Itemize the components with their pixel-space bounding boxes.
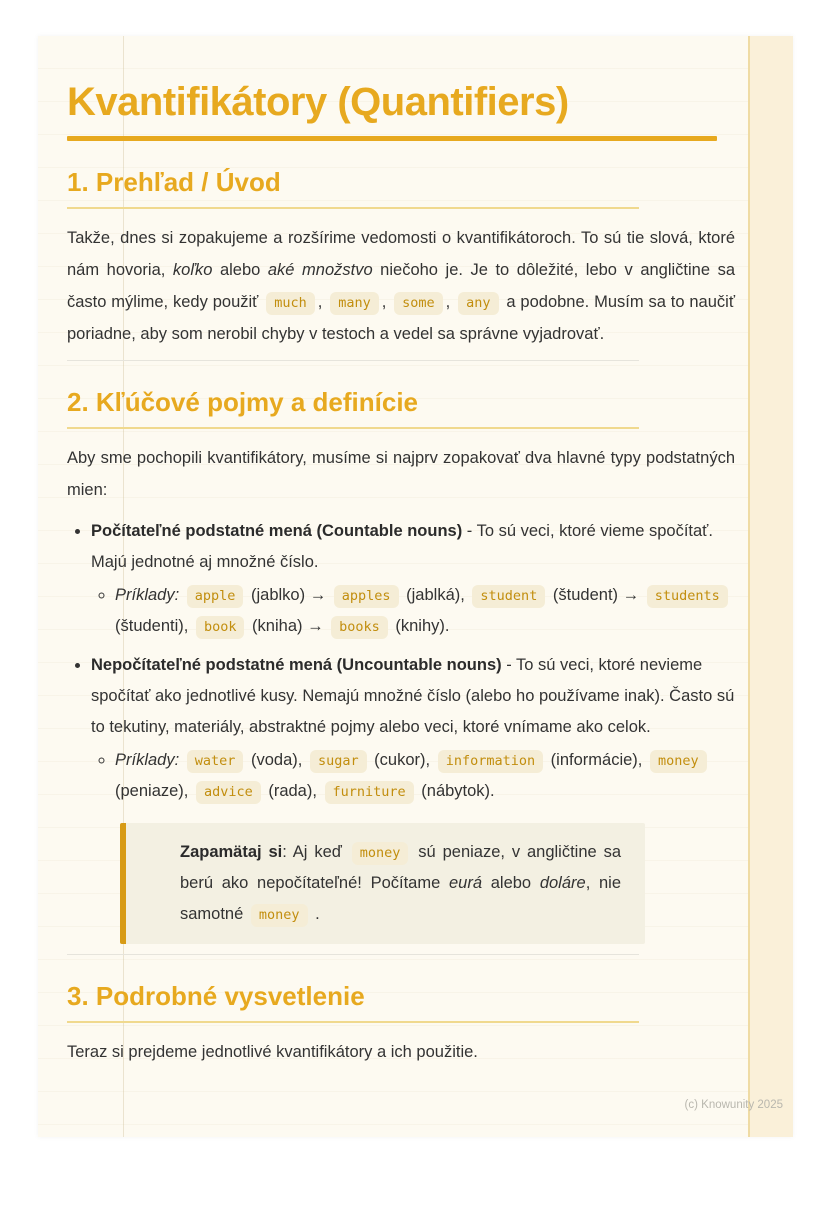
text-run: - To sú veci, ktoré vieme spočítať. Majú jednotné aj množné číslo. [91,522,713,571]
heading-rule [67,1021,639,1023]
text-run: , [317,293,328,311]
text-run: (kniha) → [247,617,329,635]
page-edge-strip [748,36,793,1137]
text-run: Teraz si prejdeme jednotlivé kvantifikátory a ich použitie. [67,1043,478,1061]
list-item [91,650,735,807]
bold-text: Počítateľné podstatné mená (Countable nouns) [91,522,463,540]
bold-text: Nepočítateľné podstatné mená (Uncountable nouns) [91,656,502,674]
paragraph [67,442,735,506]
text-run: Aby sme pochopili kvantifikátory, musíme si najprv zopakovať dva hlavné typy podstatných mien: [67,449,735,499]
text-run: , [381,293,392,311]
section-heading: 3. Podrobné vysvetlenie [67,981,365,1011]
italic-text: Príklady: [115,586,180,604]
code-chip: apples [334,585,399,608]
italic-text: koľko [172,261,213,279]
title-rule [67,136,717,141]
section-divider [67,360,639,361]
code-chip: sugar [310,750,367,773]
section-divider [67,954,639,955]
section-heading: 1. Prehľad / Úvod [67,167,281,197]
code-chip: book [196,616,245,639]
text-run [179,586,184,604]
code-chip: water [187,750,244,773]
text-run: (študent) → [548,586,644,604]
document-content [67,36,735,1068]
sub-list-item [115,745,735,807]
code-chip: apple [187,585,244,608]
bullet-list [67,516,735,807]
callout-box [120,823,645,944]
text-run: (rada), [263,782,322,800]
text-run: , [445,293,456,311]
text-run: (študenti), [115,617,193,635]
list-item [91,516,735,642]
section-heading: 2. Kľúčové pojmy a definície [67,387,419,417]
italic-text: doláre [539,874,586,892]
bold-text: Zapamätaj si [180,843,283,861]
paragraph [67,222,735,350]
italic-text: aké množstvo [267,261,373,279]
sections-container [67,167,735,1068]
text-run: , nie samotné [180,874,621,923]
code-chip: many [330,292,379,315]
code-chip: any [458,292,498,315]
sub-bullet-list [91,580,735,642]
text-run: (peniaze), [115,782,193,800]
text-run: - To sú veci, ktoré nevieme spočítať ako jednotlivé kusy. Nemajú množné číslo (alebo ho používame inak). Často sú to tekutiny, materiály, abstraktné pojmy alebo veci, ktoré vnímame ako celok. [91,656,735,736]
code-chip: information [438,750,543,773]
text-run: Takže, dnes si zopakujeme a rozšírime vedomosti o kvantifikátoroch. To sú tie slová, ktoré nám hovoria, [67,229,735,279]
code-chip: money [251,904,308,927]
text-run: alebo [482,874,540,892]
sub-list-item [115,580,735,642]
document-page [38,36,793,1137]
text-run [179,751,184,769]
italic-text: Príklady: [115,751,180,769]
text-run: (knihy). [390,617,450,635]
code-chip: student [472,585,545,608]
heading-rule [67,427,639,429]
code-chip: some [394,292,443,315]
code-chip: students [647,585,728,608]
italic-text: eurá [448,874,483,892]
text-run: (nábytok). [416,782,495,800]
text-run: (jablko) → [246,586,331,604]
code-chip: money [352,842,409,865]
text-run: a podobne. Musím sa to naučiť poriadne, aby som nerobil chyby v testoch a vedel sa správne vyjadrovať. [67,293,736,343]
text-run: : Aj keď [282,843,349,861]
text-run: (informácie), [546,751,647,769]
text-run: (voda), [246,751,307,769]
paragraph [67,1036,735,1068]
code-chip: advice [196,781,261,804]
text-run: niečoho je. Je to dôležité, lebo v angličtine sa často mýlime, kedy použiť [67,261,736,311]
heading-rule [67,207,639,209]
code-chip: money [650,750,707,773]
text-run: sú peniaze, v angličtine sa berú ako nepočítateľné! Počítame [180,843,621,892]
sub-bullet-list [91,745,735,807]
document-title: Kvantifikátory (Quantifiers) [67,80,569,124]
copyright-note: (c) Knowunity 2025 [684,1099,783,1111]
code-chip: much [266,292,315,315]
text-run: alebo [212,261,268,279]
text-run: (cukor), [369,751,435,769]
text-run: . [310,905,320,923]
text-run: (jablká), [401,586,470,604]
code-chip: furniture [325,781,414,804]
code-chip: books [331,616,388,639]
